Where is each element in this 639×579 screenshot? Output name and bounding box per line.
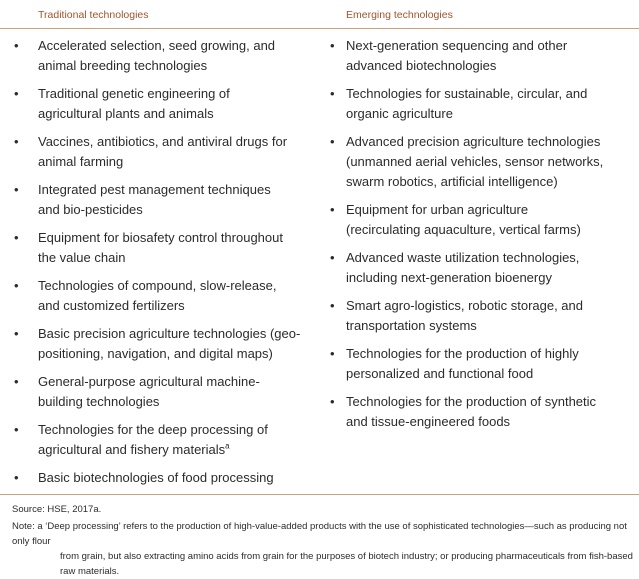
- source-line: Source: HSE, 2017a.: [12, 504, 102, 515]
- list-item: • Next-generation sequencing and other advanced biotechnologies: [330, 38, 568, 73]
- emerging-column: [318, 36, 639, 432]
- footnote-line-1: Note: a ‘Deep processing’ refers to the production of high-value-added products with the use of sophisticated technologies—such as producing not only flour: [12, 521, 627, 547]
- bullet-icon: •: [330, 202, 335, 217]
- table-header: [0, 0, 639, 29]
- bullet-icon: •: [330, 346, 335, 361]
- footnote-line-2: from grain, but also extracting amino acids from grain for the purposes of biotech industry; or producing pharmaceuticals from fish-based raw materials.: [60, 551, 633, 577]
- list-item: • Traditional genetic engineering of agricultural plants and animals: [14, 86, 230, 121]
- list-item: • Vaccines, antibiotics, and antiviral drugs for animal farming: [14, 134, 288, 169]
- header-traditional: Traditional technologies: [38, 9, 149, 21]
- bullet-icon: •: [330, 38, 335, 53]
- list-item: • Accelerated selection, seed growing, and animal breeding technologies: [14, 38, 276, 73]
- footnote-marker: a: [225, 441, 230, 451]
- bullet-icon: •: [330, 298, 335, 313]
- bullet-icon: •: [14, 422, 19, 437]
- list-item: • Advanced waste utilization technologies, including next-generation bioenergy: [330, 250, 580, 285]
- bullet-icon: •: [14, 374, 19, 389]
- list-item: • Equipment for biosafety control throughout the value chain: [14, 230, 283, 265]
- list-item: • Basic precision agriculture technologies (geo- positioning, navigation, and digital maps): [14, 326, 301, 361]
- bullet-icon: •: [14, 470, 19, 485]
- list-item: • Technologies for the deep processing of agricultural and fishery materials$^a$: [14, 422, 268, 457]
- bullet-icon: •: [330, 134, 335, 149]
- footnote: [12, 519, 634, 579]
- bullet-icon: •: [330, 86, 335, 101]
- bullet-icon: •: [14, 38, 19, 53]
- list-item: • Integrated pest management techniques and bio-pesticides: [14, 182, 271, 217]
- bullet-icon: •: [14, 230, 19, 245]
- list-item: • Technologies for sustainable, circular, and organic agriculture: [330, 86, 588, 121]
- traditional-column: [0, 36, 318, 488]
- list-item: • Technologies for the production of highly personalized and functional food: [330, 346, 579, 381]
- list-item: • General-purpose agricultural machine- building technologies: [14, 374, 260, 409]
- list-item: • Technologies of compound, slow-release, and customized fertilizers: [14, 278, 277, 313]
- list-item: • Basic biotechnologies of food processing: [0, 468, 318, 488]
- list-item: • Technologies for the production of synthetic and tissue-engineered foods: [330, 394, 597, 429]
- bullet-icon: •: [14, 278, 19, 293]
- header-emerging: Emerging technologies: [346, 9, 453, 21]
- bullet-icon: •: [330, 394, 335, 409]
- bullet-icon: •: [14, 134, 19, 149]
- bullet-icon: •: [14, 182, 19, 197]
- bullet-icon: •: [330, 250, 335, 265]
- bullet-icon: •: [14, 86, 19, 101]
- list-item: • Equipment for urban agriculture (recirculating aquaculture, vertical farms): [330, 202, 581, 237]
- list-item: • Advanced precision agriculture technologies (unmanned aerial vehicles, sensor networks, swarm robotics, artificial intelligence): [330, 134, 604, 189]
- table-bottom-rule: [0, 494, 639, 495]
- bullet-icon: •: [14, 326, 19, 341]
- list-item: • Smart agro-logistics, robotic storage, and transportation systems: [330, 298, 583, 333]
